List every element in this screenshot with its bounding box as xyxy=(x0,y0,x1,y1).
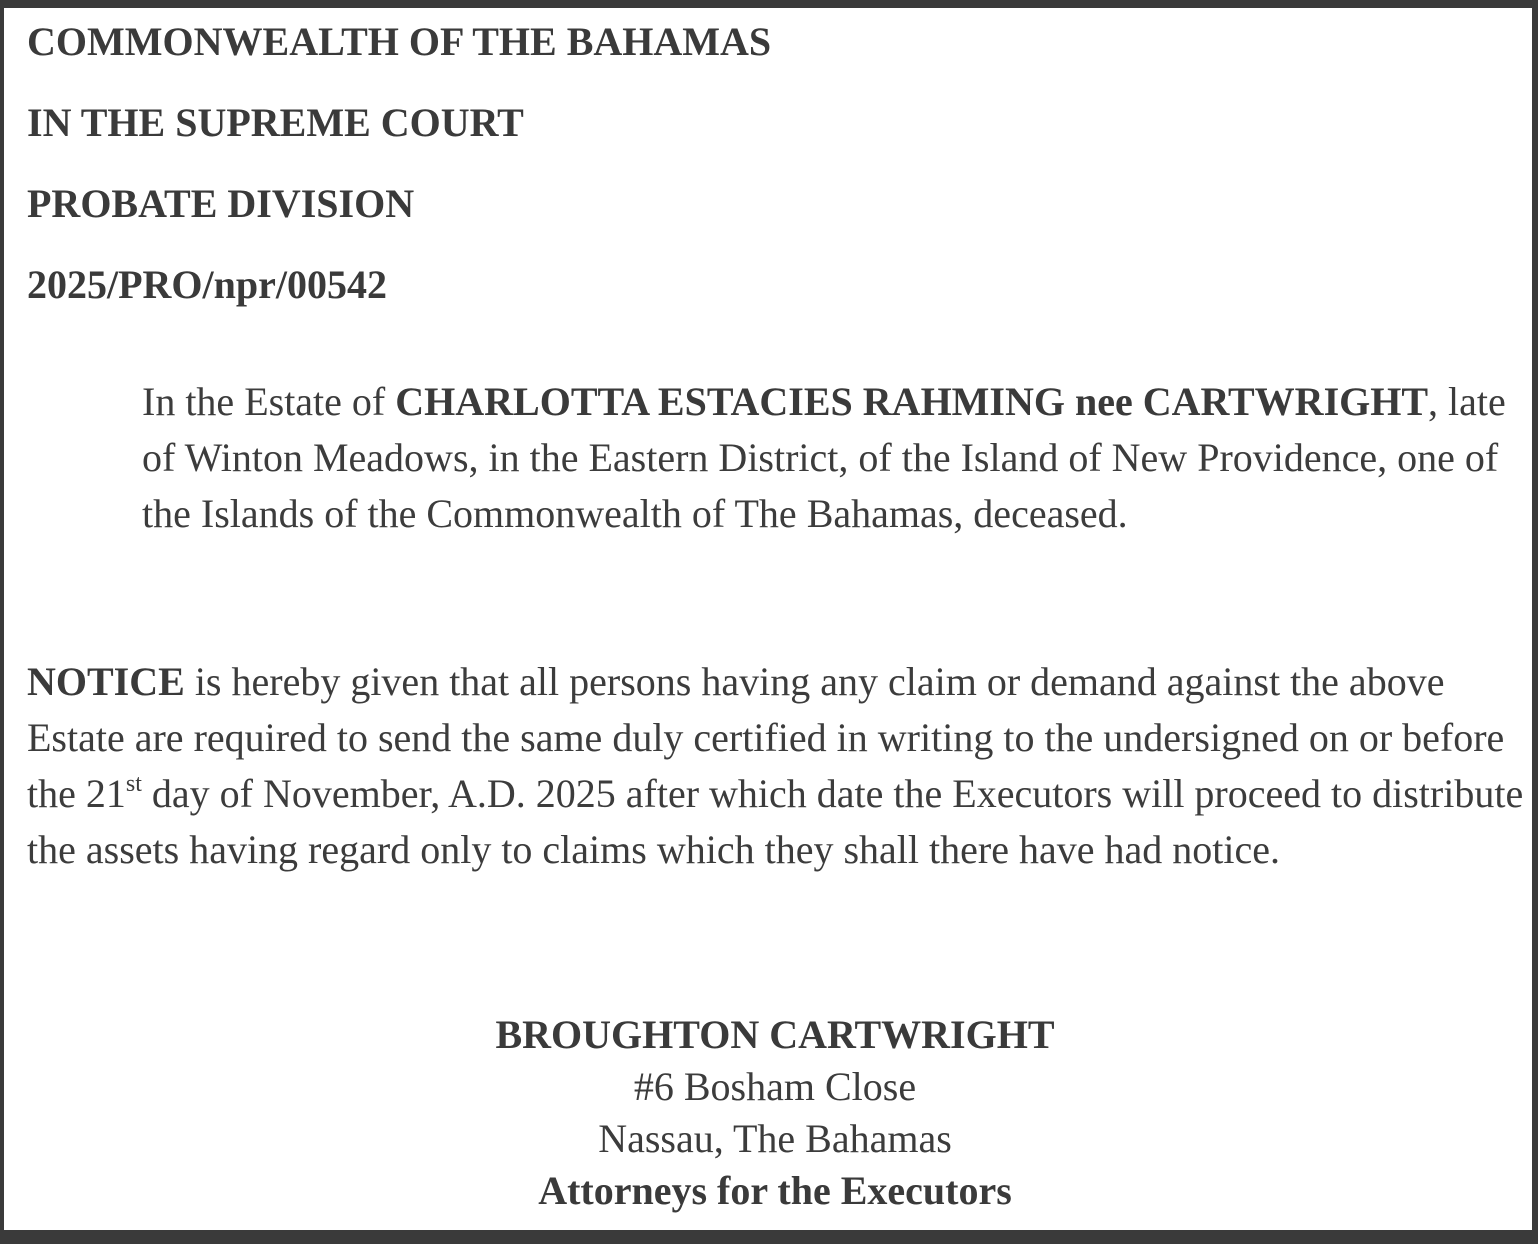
signatory-name: BROUGHTON CARTWRIGHT xyxy=(495,1012,1055,1057)
notice-lead: NOTICE xyxy=(27,659,185,704)
jurisdiction-heading: COMMONWEALTH OF THE BAHAMAS xyxy=(27,19,772,64)
deceased-name: CHARLOTTA ESTACIES RAHMING nee CARTWRIGHT xyxy=(395,379,1429,424)
notice-text-part2: day of November, A.D. 2025 after which date the Executors will proceed to distribute the assets having regard only to claims which they shall there have had notice. xyxy=(27,771,1524,872)
division-heading: PROBATE DIVISION xyxy=(27,181,415,226)
notice-document xyxy=(4,8,1532,1230)
estate-paragraph xyxy=(142,374,1512,542)
estate-description: , late of Winton Meadows, in the Eastern District, of the Island of New Providence, one of the Islands of the Commonwealth of The Bahamas, deceased. xyxy=(142,379,1506,536)
estate-intro: In the Estate of xyxy=(142,379,396,424)
notice-paragraph xyxy=(27,654,1527,878)
case-number: 2025/PRO/npr/00542 xyxy=(27,262,388,307)
court-heading: IN THE SUPREME COURT xyxy=(27,100,524,145)
notice-text-part1: is hereby given that all persons having any claim or demand against the above Estate are required to send the same duly certified in writing to the undersigned on or before the 21 xyxy=(27,659,1505,816)
day-ordinal-suffix: st xyxy=(125,771,142,797)
signatory-role: Attorneys for the Executors xyxy=(538,1168,1012,1213)
signatory-address-line2: Nassau, The Bahamas xyxy=(598,1116,952,1161)
signatory-address-line1: #6 Bosham Close xyxy=(633,1064,917,1109)
